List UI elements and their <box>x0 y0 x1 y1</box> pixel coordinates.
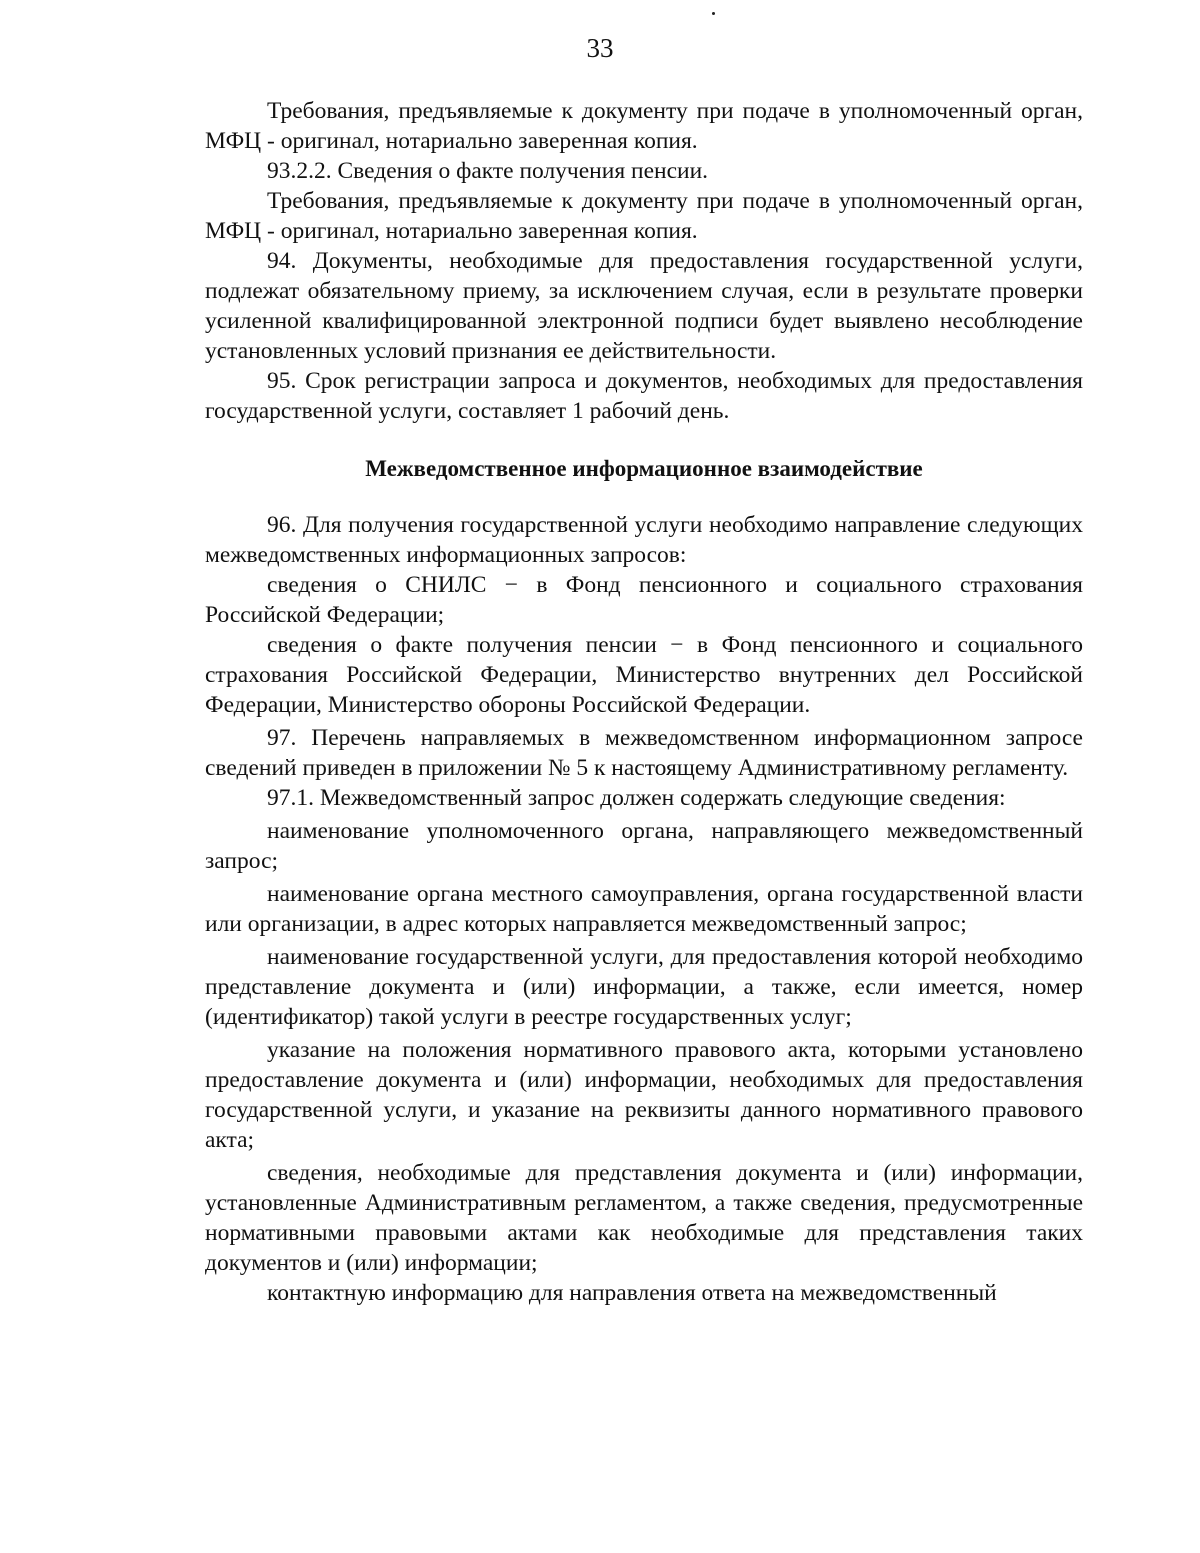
page-number: 33 <box>586 33 614 63</box>
paragraph: сведения о СНИЛС − в Фонд пенсионного и социального страхования Российской Федерации; <box>205 572 1083 628</box>
paragraph: сведения о факте получения пенсии − в Фонд пенсионного и социального страхования Российской Федерации, Министерство внутренних дел Российской Федерации, Министерство обороны Российской Федерации. <box>205 632 1083 718</box>
paragraph: наименование органа местного самоуправления, органа государственной власти или организации, в адрес которых направляется межведомственный запрос; <box>205 881 1083 937</box>
paragraph: 95. Срок регистрации запроса и документов, необходимых для предоставления государственной услуги, составляет 1 рабочий день. <box>205 368 1083 424</box>
paragraph: 94. Документы, необходимые для предоставления государственной услуги, подлежат обязательному приему, за исключением случая, если в результате проверки усиленной квалифицированной электронной подписи будет выявлено несоблюдение установленных условий признания ее действительности. <box>205 248 1083 364</box>
document-body <box>205 96 1083 1308</box>
paragraph: контактную информацию для направления ответа на межведомственный <box>267 1280 997 1306</box>
paragraph: указание на положения нормативного правового акта, которыми установлено предоставление документа и (или) информации, необходимых для предоставления государственной услуги, и указание на реквизиты данного нормативного правового акта; <box>205 1037 1083 1153</box>
paragraph: наименование государственной услуги, для предоставления которой необходимо представление документа и (или) информации, а также, если имеется, номер (идентификатор) такой услуги в реестре государственных услуг; <box>205 944 1083 1030</box>
paragraph: 93.2.2. Сведения о факте получения пенсии. <box>267 158 709 184</box>
paragraph: сведения, необходимые для представления документа и (или) информации, установленные Административным регламентом, а также сведения, предусмотренные нормативными правовыми актами как необходимые для представления таких документов и (или) информации; <box>205 1160 1083 1276</box>
paragraph: 96. Для получения государственной услуги необходимо направление следующих межведомственных информационных запросов: <box>205 512 1083 568</box>
section-heading: Межведомственное информационное взаимодействие <box>365 456 923 481</box>
paragraph: 97. Перечень направляемых в межведомственном информационном запросе сведений приведен в приложении № 5 к настоящему Административному регламенту. <box>205 725 1083 781</box>
scan-speck <box>712 12 715 15</box>
paragraph: 97.1. Межведомственный запрос должен содержать следующие сведения: <box>267 785 1006 811</box>
paragraph: наименование уполномоченного органа, направляющего межведомственный запрос; <box>205 818 1083 874</box>
paragraph: Требования, предъявляемые к документу при подаче в уполномоченный орган, МФЦ - оригинал, нотариально заверенная копия. <box>205 98 1083 154</box>
paragraph: Требования, предъявляемые к документу при подаче в уполномоченный орган, МФЦ - оригинал, нотариально заверенная копия. <box>205 188 1083 244</box>
